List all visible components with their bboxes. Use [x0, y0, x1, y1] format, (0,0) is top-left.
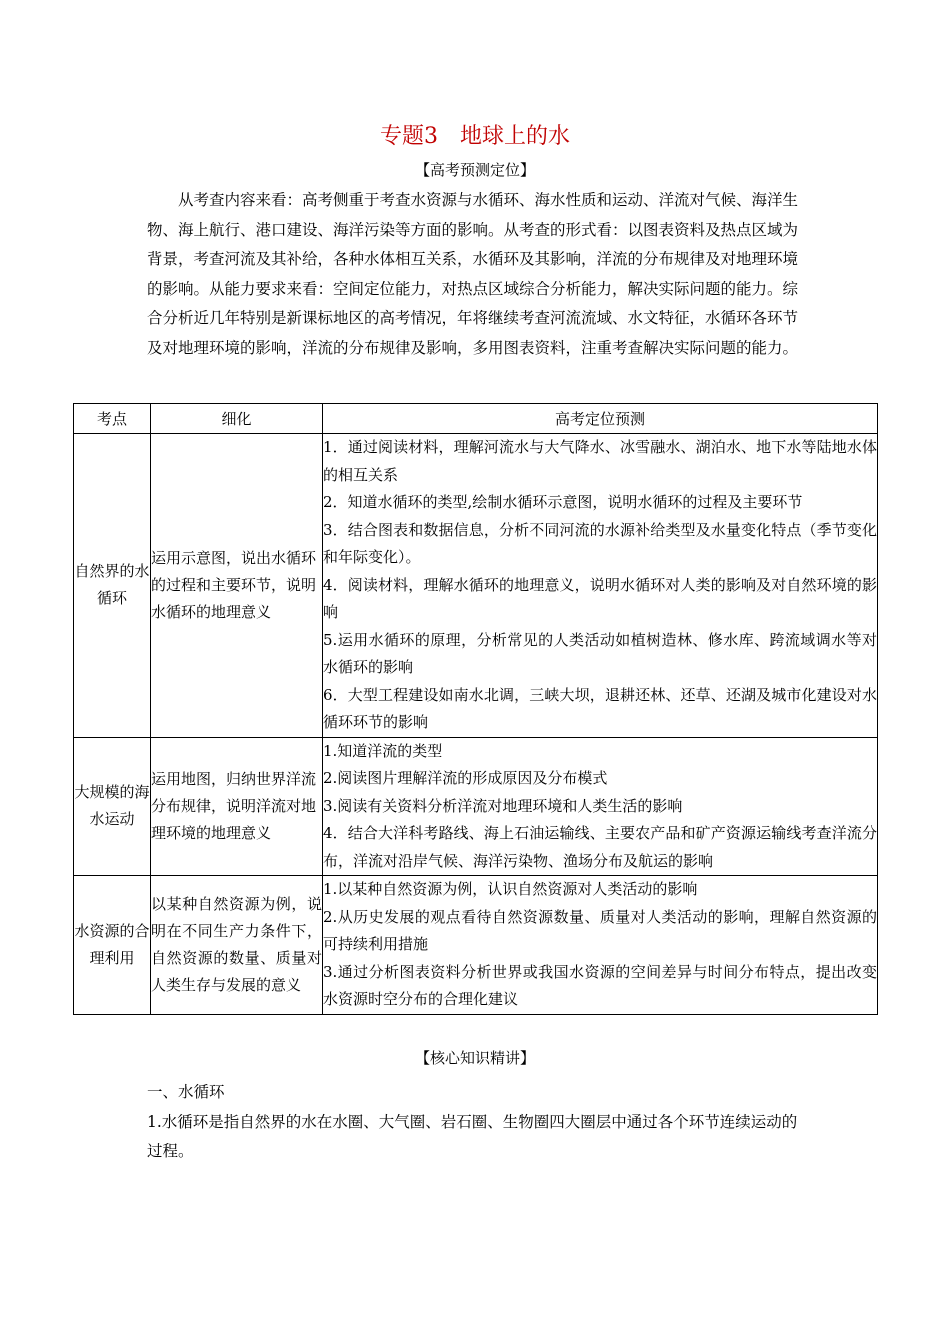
prediction-cell	[323, 434, 878, 738]
page-title: 专题3 地球上的水	[380, 124, 570, 149]
table-row	[74, 434, 878, 738]
table-header-row	[74, 404, 878, 434]
prediction-item: 1．通过阅读材料，理解河流水与大气降水、冰雪融水、湖泊水、地下水等陆地水体的相互关系	[323, 438, 877, 484]
topic-cell: 自然界的水循环	[74, 434, 151, 738]
section-heading-core: 【核心知识精讲】	[414, 1049, 535, 1067]
table-row	[74, 737, 878, 876]
prediction-item: 5.运用水循环的原理，分析常见的人类活动如植树造林、修水库、跨流域调水等对水循环的影响	[323, 630, 877, 676]
prediction-item: 1.知道洋流的类型	[323, 741, 443, 760]
prediction-item: 3.通过分析图表资料分析世界或我国水资源的空间差异与时间分布特点，提出改变水资源时空分布的合理化建议	[323, 962, 877, 1008]
prediction-item: 1.以某种自然资源为例，认识自然资源对人类活动的影响	[323, 880, 698, 898]
prediction-item: 4．阅读材料，理解水循环的地理意义，说明水循环对人类的影响及对自然环境的影响	[323, 575, 877, 621]
prediction-item: 3.阅读有关资料分析洋流对地理环境和人类生活的影响	[323, 796, 683, 815]
topic-cell: 水资源的合理利用	[74, 876, 151, 1015]
prediction-item: 3．结合图表和数据信息，分析不同河流的水源补给类型及水量变化特点（季节变化和年际变化）。	[323, 520, 877, 566]
prediction-item: 2.从历史发展的观点看待自然资源数量、质量对人类活动的影响，理解自然资源的可持续利用措施	[323, 907, 877, 953]
intro-paragraph: 从考查内容来看：高考侧重于考查水资源与水循环、海水性质和运动、洋流对气候、海洋生物、海上航行、港口建设、海洋污染等方面的影响。从考查的形式看：以图表资料及热点区域为背景，考查河流及其补给，各种水体相互关系，水循环及其影响，洋流的分布规律及对地理环境的影响。从能力要求来看：空间定位能力，对热点区域综合分析能力，解决实际问题的能力。综合分析近几年特别是新课标地区的高考情况，年将继续考查河流流域、水文特征，水循环各环节及对地理环境的影响，洋流的分布规律及影响，多用图表资料，注重考查解决实际问题的能力。	[147, 191, 799, 357]
exam-forecast-table	[73, 403, 878, 1015]
table-header-cell: 细化	[151, 404, 323, 434]
body-paragraph: 1.水循环是指自然界的水在水圈、大气圈、岩石圈、生物圈四大圈层中通过各个环节连续运动的过程。	[147, 1113, 798, 1160]
prediction-item: 2．知道水循环的类型,绘制水循环示意图，说明水循环的过程及主要环节	[323, 493, 803, 511]
prediction-item: 4．结合大洋科考路线、海上石油运输线、主要农产品和矿产资源运输线考查洋流分布，洋流对沿岸气候、海洋污染物、渔场分布及航运的影响	[323, 824, 877, 870]
prediction-cell	[323, 737, 878, 876]
detail-cell: 运用地图，归纳世界洋流分布规律，说明洋流对地理环境的地理意义	[151, 737, 323, 876]
detail-cell: 运用示意图，说出水循环的过程和主要环节，说明水循环的地理意义	[151, 434, 323, 738]
table-header-cell: 高考定位预测	[323, 404, 878, 434]
table-row	[74, 876, 878, 1015]
prediction-cell	[323, 876, 878, 1015]
topic-cell: 大规模的海水运动	[74, 737, 151, 876]
prediction-item: 6．大型工程建设如南水北调，三峡大坝，退耕还林、还草、还湖及城市化建设对水循环环节的影响	[323, 685, 877, 731]
detail-cell: 以某种自然资源为例，说明在不同生产力条件下，自然资源的数量、质量对人类生存与发展的意义	[151, 876, 323, 1015]
prediction-item: 2.阅读图片理解洋流的形成原因及分布模式	[323, 769, 608, 787]
subsection-heading: 一、水循环	[147, 1083, 225, 1101]
section-heading-forecast: 【高考预测定位】	[414, 161, 535, 179]
table-header-cell: 考点	[74, 404, 151, 434]
